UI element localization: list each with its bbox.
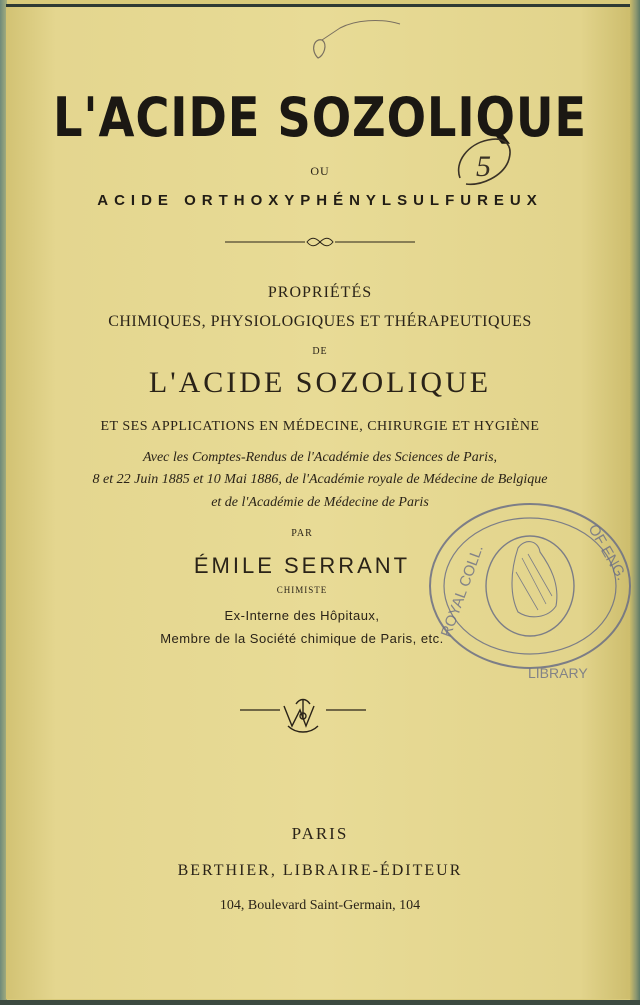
- svg-text:LIBRARY: LIBRARY: [528, 665, 588, 681]
- author-credential-2: Membre de la Société chimique de Paris, etc.: [160, 631, 444, 646]
- main-title: L'ACIDE SOZOLIQUE: [52, 86, 588, 149]
- academie-paris-line: et de l'Académie de Médecine de Paris: [211, 495, 429, 510]
- par-label: PAR: [291, 528, 313, 539]
- publisher: BERTHIER, LIBRAIRE-ÉDITEUR: [177, 862, 463, 879]
- de-label: DE: [312, 346, 328, 357]
- author-name: ÉMILE SERRANT: [193, 553, 411, 578]
- ornament-rule-icon: [225, 236, 415, 248]
- subtitle: ACIDE ORTHOXYPHÉNYLSULFUREUX: [97, 192, 543, 209]
- svg-text:ROYAL COLL.: ROYAL COLL.: [437, 542, 487, 640]
- author-profession: CHIMISTE: [276, 585, 328, 595]
- ou-label: OU: [310, 164, 330, 178]
- acid-title: L'ACIDE SOZOLIQUE: [148, 366, 492, 399]
- chimiques-line: CHIMIQUES, PHYSIOLOGIQUES ET THÉRAPEUTIQUES: [108, 313, 532, 330]
- applications-line: ET SES APPLICATIONS EN MÉDECINE, CHIRURGIE ET HYGIÈNE: [100, 419, 540, 434]
- dates-line: 8 et 22 Juin 1885 et 10 Mai 1886, de l'Académie royale de Médecine de Belgique: [92, 472, 548, 487]
- svg-text:OF ENG.: OF ENG.: [584, 521, 631, 584]
- proprietes-heading: PROPRIÉTÉS: [267, 284, 373, 301]
- fleuron-vignette-icon: [240, 696, 366, 738]
- city: PARIS: [291, 824, 349, 843]
- comptes-rendus-line: Avec les Comptes-Rendus de l'Académie des Sciences de Paris,: [142, 450, 498, 465]
- handwritten-number-mark: [452, 132, 518, 194]
- page-edge-bottom: [0, 1000, 640, 1005]
- pencil-annotation-icon: [300, 10, 410, 70]
- publisher-address: 104, Boulevard Saint-Germain, 104: [219, 898, 421, 913]
- author-credential-1: Ex-Interne des Hôpitaux,: [224, 608, 380, 623]
- pencil-number: 5: [476, 150, 491, 183]
